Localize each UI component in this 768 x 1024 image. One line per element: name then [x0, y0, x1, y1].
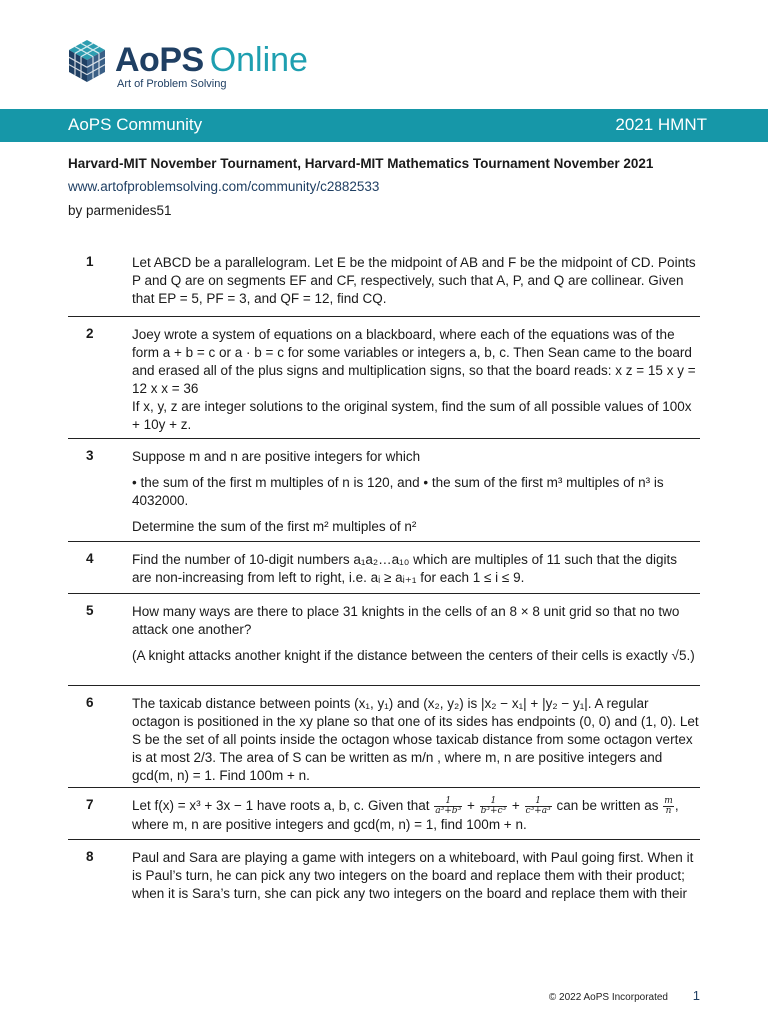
author-byline: by parmenides51 [68, 203, 172, 218]
fraction [663, 797, 674, 816]
problem-question: Determine the sum of the first m² multiples of n² [132, 519, 417, 534]
fraction [434, 797, 462, 816]
fraction [480, 797, 508, 816]
problem-text-tail: , where m, n are positive integers and gcd(m, n) = 1, find 100m + n. [132, 798, 679, 832]
problem-text [132, 254, 700, 308]
fraction-denominator: n [665, 806, 672, 816]
problem-note: (A knight attacks another knight if the distance between the centers of their cells is exactly √5.) [132, 648, 695, 663]
problem-text [132, 551, 700, 587]
problem-statement: Paul and Sara are playing a game with integers on a whiteboard, with Paul going first. When it is Paul’s turn, he can pick any two integers on the board and replace them with their product; when it is Sara’s turn, she can pick any two integers on the board and replace them with their [132, 850, 694, 901]
source-url[interactable]: www.artofproblemsolving.com/community/c2882533 [68, 179, 380, 194]
brand-name [115, 40, 308, 80]
fraction [525, 797, 552, 816]
fraction-numerator: 1 [480, 797, 508, 807]
problem-number: 7 [86, 797, 94, 812]
problem-text [132, 797, 700, 834]
problem-item [68, 788, 700, 840]
problem-text-mid: can be written as [556, 798, 659, 814]
problem-statement: The taxicab distance between points (x₁, y₁) and (x₂, y₂) is |x₂ − x₁| + |y₂ − y₁|. A regular octagon is positioned in the xy plane so that one of its sides has endpoints (0, 0) and (1, 0). Let S be the set of all points inside the octagon whose taxicab distance from some octagon vertex is at most 2/3. The area of S can be written as m/n , where m, n are positive integers and gcd(m, n) = 1. Find 100m + n. [132, 696, 699, 783]
problem-text [132, 849, 700, 903]
problem-statement: Joey wrote a system of equations on a blackboard, where each of the equations was of the form a + b = c or a · b = c for some variables or integers a, b, c. Then Sean came to the board and erased all of the plus signs and multiplication signs, so that the board reads: x z = 15 x y = 12 x x = 36 [132, 327, 696, 396]
fraction-denominator: b³+c³ [480, 806, 507, 816]
problem-item [68, 542, 700, 594]
problem-number: 5 [86, 603, 94, 618]
problem-question: If x, y, z are integer solutions to the original system, find the sum of all possible values of 100x + 10y + z. [132, 399, 692, 432]
problem-item [68, 439, 700, 542]
problem-statement: Let ABCD be a parallelogram. Let E be the midpoint of AB and F be the midpoint of CD. Points P and Q are on segments EF and CF, respectively, such that A, P, and Q are collinear. Given that EP = 5, PF = 3, and QF = 12, find CQ. [132, 255, 696, 306]
fraction-numerator: m [664, 796, 673, 806]
fraction-denominator: c³+a³ [525, 806, 551, 816]
problem-text-lead: Let f(x) = x³ + 3x − 1 have roots a, b, c. Given that [132, 798, 430, 814]
problem-statement: Find the number of 10-digit numbers a₁a₂…a₁₀ which are multiples of 11 such that the digits are non-increasing from left to right, i.e. aᵢ ≥ aᵢ₊₁ for each 1 ≤ i ≤ 9. [132, 552, 677, 585]
community-label: AoPS Community [68, 115, 203, 134]
problem-number: 3 [86, 448, 94, 463]
contest-title: Harvard-MIT November Tournament, Harvard-MIT Mathematics Tournament November 2021 [68, 156, 654, 171]
problem-text [132, 448, 700, 536]
problem-number: 1 [86, 254, 94, 269]
problem-number: 8 [86, 849, 94, 864]
problem-statement: Suppose m and n are positive integers for which [132, 449, 421, 464]
brand-name-light: Online [209, 41, 308, 79]
problem-statement: How many ways are there to place 31 knights in the cells of an 8 × 8 unit grid so that no two attack one another? [132, 604, 680, 637]
problem-number: 2 [86, 326, 94, 341]
cube-logo-icon [67, 38, 107, 84]
contest-year-label: 2021 HMNT [615, 115, 707, 134]
copyright-notice: © 2022 AoPS Incorporated [548, 992, 668, 1003]
problem-conditions: • the sum of the first m multiples of n is 120, and • the sum of the first m³ multiples of n³ is 4032000. [132, 475, 664, 508]
problem-text [132, 603, 700, 665]
problem-number: 6 [86, 695, 94, 710]
problem-text [132, 326, 700, 434]
problem-statement: Let f(x) = x³ + 3x − 1 have roots a, b, c. Given that $\frac{1}{\text{a³+b³}}$ + $\frac{1}{\text{b³+c³}}$ + $\frac{1}{\text{c³+a³}}$ can be written as $\frac{m}{n}$ , where m, n are positive integers and gcd(m, n) = 1, find 100m + n. [132, 796, 679, 832]
aops-logo [67, 38, 327, 92]
brand-name-bold: AoPS [115, 41, 204, 79]
problem-item [68, 245, 700, 317]
problem-item [68, 317, 700, 439]
problem-text [132, 695, 700, 785]
problem-item [68, 840, 700, 904]
fraction-denominator: a³+b³ [435, 806, 462, 816]
problem-list [68, 245, 700, 904]
fraction-numerator: 1 [434, 797, 462, 807]
fraction-numerator: 1 [525, 797, 552, 807]
problem-number: 4 [86, 551, 94, 566]
problem-item [68, 686, 700, 788]
brand-tagline: Art of Problem Solving [117, 78, 227, 90]
community-band [0, 109, 768, 142]
problem-item [68, 594, 700, 686]
page-number: 1 [692, 988, 700, 1003]
